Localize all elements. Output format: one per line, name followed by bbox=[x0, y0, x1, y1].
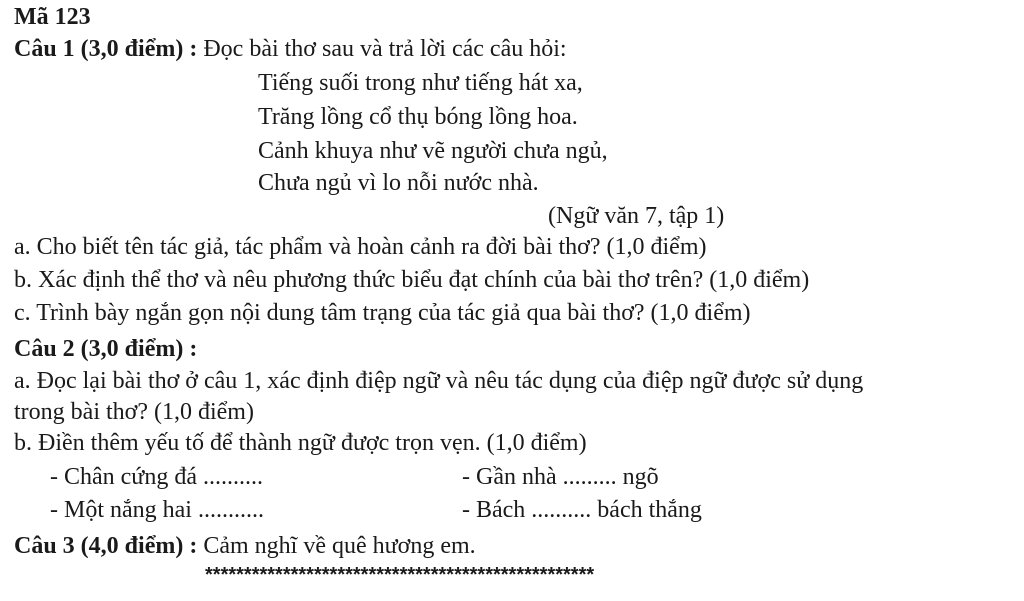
poem-line-2: Trăng lồng cổ thụ bóng lồng hoa. bbox=[258, 104, 578, 130]
question-3-text: Cảm nghĩ về quê hương em. bbox=[197, 533, 476, 559]
idiom-item-4: - Bách .......... bách thắng bbox=[462, 497, 702, 523]
question-1-a: a. Cho biết tên tác giả, tác phẩm và hoàn cảnh ra đời bài thơ? (1,0 điểm) bbox=[14, 234, 707, 260]
question-1-label: Câu 1 (3,0 điểm) : bbox=[14, 36, 198, 62]
question-3-label: Câu 3 (4,0 điểm) : bbox=[14, 533, 198, 559]
question-2-a-line-2: trong bài thơ? (1,0 điểm) bbox=[14, 399, 254, 425]
idiom-item-2: - Gần nhà ......... ngõ bbox=[462, 464, 659, 490]
question-2-label: Câu 2 (3,0 điểm) : bbox=[14, 336, 198, 362]
question-1-instruction: Đọc bài thơ sau và trả lời các câu hỏi: bbox=[203, 36, 567, 62]
idiom-item-3: - Một nắng hai ........... bbox=[50, 497, 264, 523]
idiom-item-1: - Chân cứng đá .......... bbox=[50, 464, 263, 490]
exam-code: Mã 123 bbox=[14, 4, 91, 30]
question-1-b: b. Xác định thể thơ và nêu phương thức biểu đạt chính của bài thơ trên? (1,0 điểm) bbox=[14, 267, 810, 293]
question-1-heading bbox=[14, 34, 567, 64]
poem-line-3: Cảnh khuya như vẽ người chưa ngủ, bbox=[258, 138, 608, 164]
poem-line-1: Tiếng suối trong như tiếng hát xa, bbox=[258, 70, 583, 96]
question-2-a-line-1: a. Đọc lại bài thơ ở câu 1, xác định điệp ngữ và nêu tác dụng của điệp ngữ được sử dụng bbox=[14, 368, 864, 394]
footer-divider: ************************************************** bbox=[205, 564, 595, 586]
poem-line-4: Chưa ngủ vì lo nỗi nước nhà. bbox=[258, 170, 539, 196]
question-2-b: b. Điền thêm yếu tố để thành ngữ được trọn vẹn. (1,0 điểm) bbox=[14, 430, 587, 456]
question-1-c: c. Trình bày ngắn gọn nội dung tâm trạng của tác giả qua bài thơ? (1,0 điểm) bbox=[14, 300, 751, 326]
question-3 bbox=[14, 531, 476, 561]
poem-source: (Ngữ văn 7, tập 1) bbox=[548, 203, 725, 229]
